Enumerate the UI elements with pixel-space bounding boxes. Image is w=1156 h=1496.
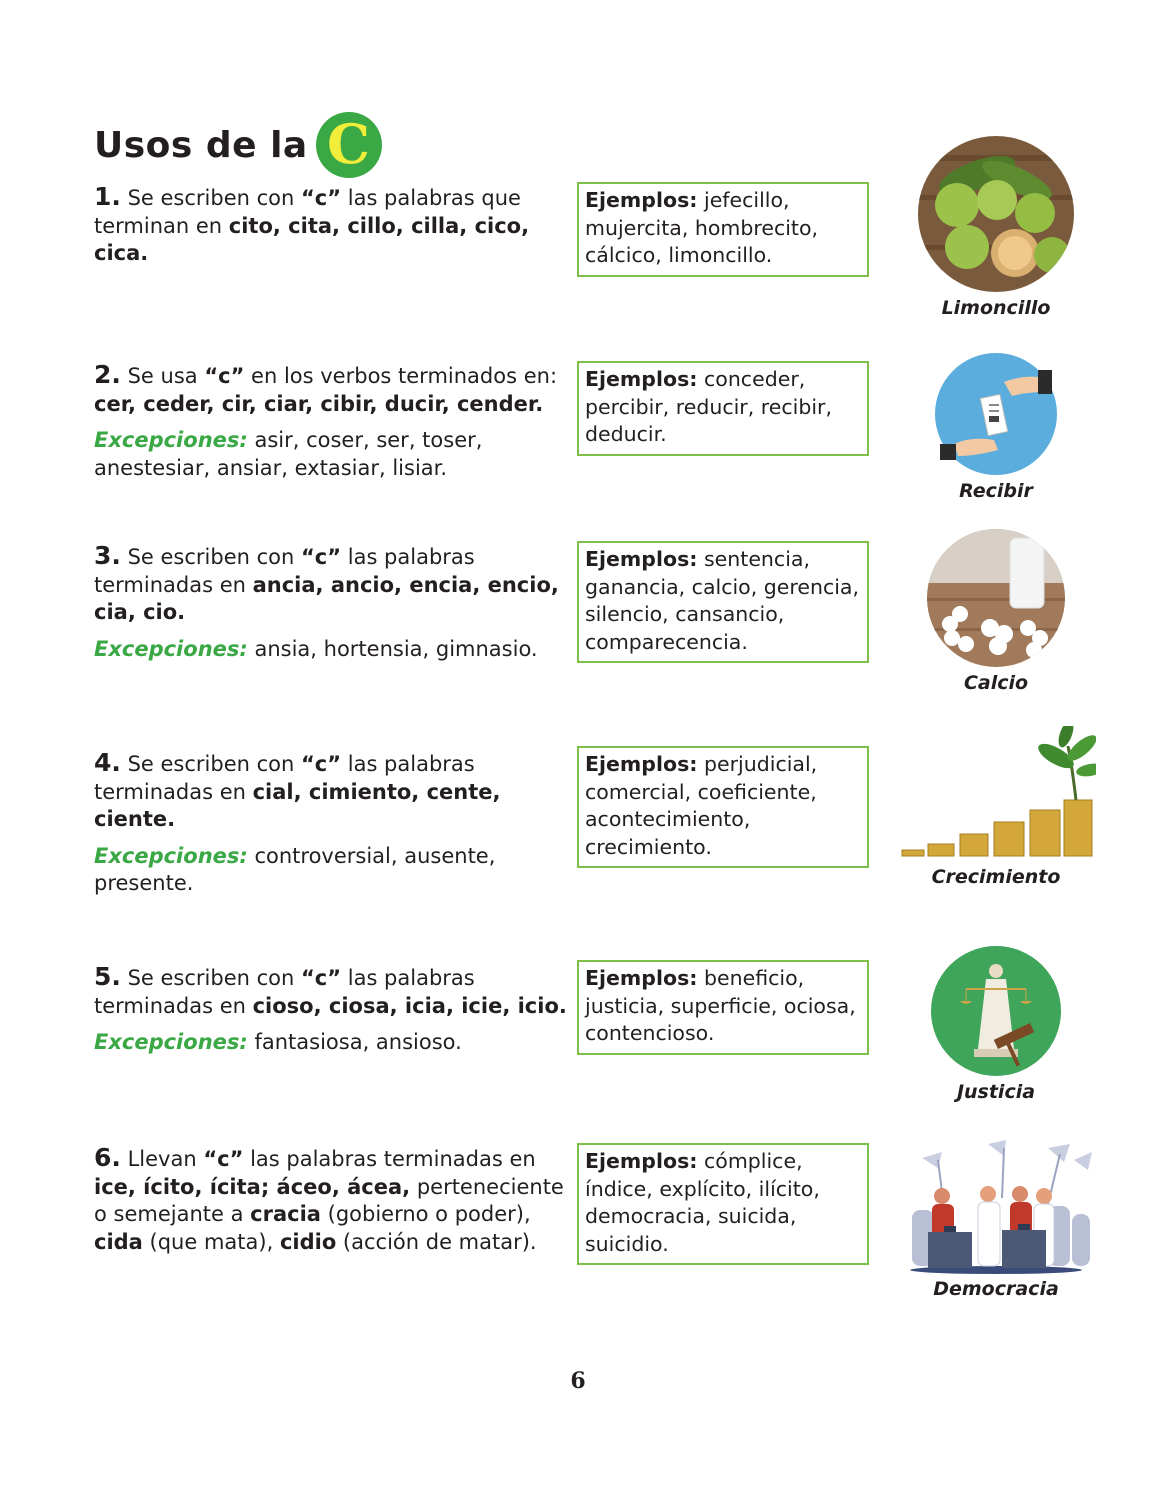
rule-4: [94, 749, 559, 898]
rule-3: [94, 542, 559, 663]
caption-justicia: Justicia: [956, 1081, 1036, 1103]
rule-5-text: 5. Se escriben con “c” las palabras terminadas en cioso, ciosa, icia, icie, icio.: [94, 962, 567, 1018]
rule-1: [94, 183, 569, 268]
examples-box-2: Ejemplos: conceder, percibir, reducir, recibir, deducir.: [577, 361, 869, 456]
examples-box-4: Ejemplos: perjudicial, comercial, coeficiente, acontecimiento, crecimiento.: [577, 746, 869, 868]
image-crecimiento: [896, 726, 1096, 888]
crecimiento-illustration: [896, 726, 1096, 862]
rule-2-text: 2. Se usa “c” en los verbos terminados en: cer, ceder, cir, ciar, cibir, ducir, cender.: [94, 360, 558, 416]
rule-5-exceptions: Excepciones: fantasiosa, ansioso.: [94, 1030, 462, 1054]
justicia-illustration: [930, 945, 1062, 1077]
calcio-illustration: [926, 528, 1066, 668]
caption-recibir: Recibir: [959, 480, 1033, 502]
page-number: 6: [570, 1368, 586, 1394]
title-letter: C: [326, 112, 371, 176]
examples-box-1: Ejemplos: jefecillo, mujercita, hombrecito, cálcico, limoncillo.: [577, 182, 869, 277]
caption-calcio: Calcio: [963, 672, 1029, 694]
image-justicia: [916, 945, 1076, 1103]
rule-5: [94, 963, 572, 1057]
image-democracia: [896, 1138, 1096, 1300]
image-limoncillo: [916, 135, 1076, 319]
recibir-illustration: [934, 352, 1058, 476]
limoncillo-illustration: [917, 135, 1075, 293]
rule-6-text: 6. Llevan “c” las palabras terminadas en ice, ícito, ícita; áceo, ácea, perteneciente o semejante a cracia (gobierno o poder), cida (que mata), cidio (acción de matar).: [94, 1143, 564, 1254]
image-calcio: [916, 528, 1076, 694]
democracia-illustration: [898, 1138, 1094, 1274]
caption-limoncillo: Limoncillo: [941, 297, 1051, 319]
examples-box-5: Ejemplos: beneficio, justicia, superficie, ociosa, contencioso.: [577, 960, 869, 1055]
rule-2: [94, 361, 574, 482]
rule-6: [94, 1144, 572, 1256]
rule-1-text: 1. Se escriben con “c” las palabras que terminan en cito, cita, cillo, cilla, cico, cica.: [94, 182, 530, 265]
letter-c-badge: [316, 112, 382, 178]
page-title: [94, 112, 382, 178]
image-recibir: [916, 352, 1076, 502]
caption-democracia: Democracia: [933, 1278, 1059, 1300]
examples-box-3: Ejemplos: sentencia, ganancia, calcio, gerencia, silencio, cansancio, comparecencia.: [577, 541, 869, 663]
rule-2-exceptions: Excepciones: asir, coser, ser, toser, anestesiar, ansiar, extasiar, lisiar.: [94, 428, 483, 480]
rule-4-text: 4. Se escriben con “c” las palabras terminadas en cial, cimiento, cente, ciente.: [94, 748, 501, 831]
caption-crecimiento: Crecimiento: [931, 866, 1061, 888]
rule-3-exceptions: Excepciones: ansia, hortensia, gimnasio.: [94, 636, 538, 661]
rule-3-text: 3. Se escriben con “c” las palabras terminadas en ancia, ancio, encia, encio, cia, cio.: [94, 541, 559, 624]
rule-4-exceptions: Excepciones: controversial, ausente, presente.: [94, 843, 496, 895]
examples-box-6: Ejemplos: cómplice, índice, explícito, ilícito, democracia, suicida, suicidio.: [577, 1143, 869, 1265]
title-text: Usos de la: [94, 124, 308, 166]
